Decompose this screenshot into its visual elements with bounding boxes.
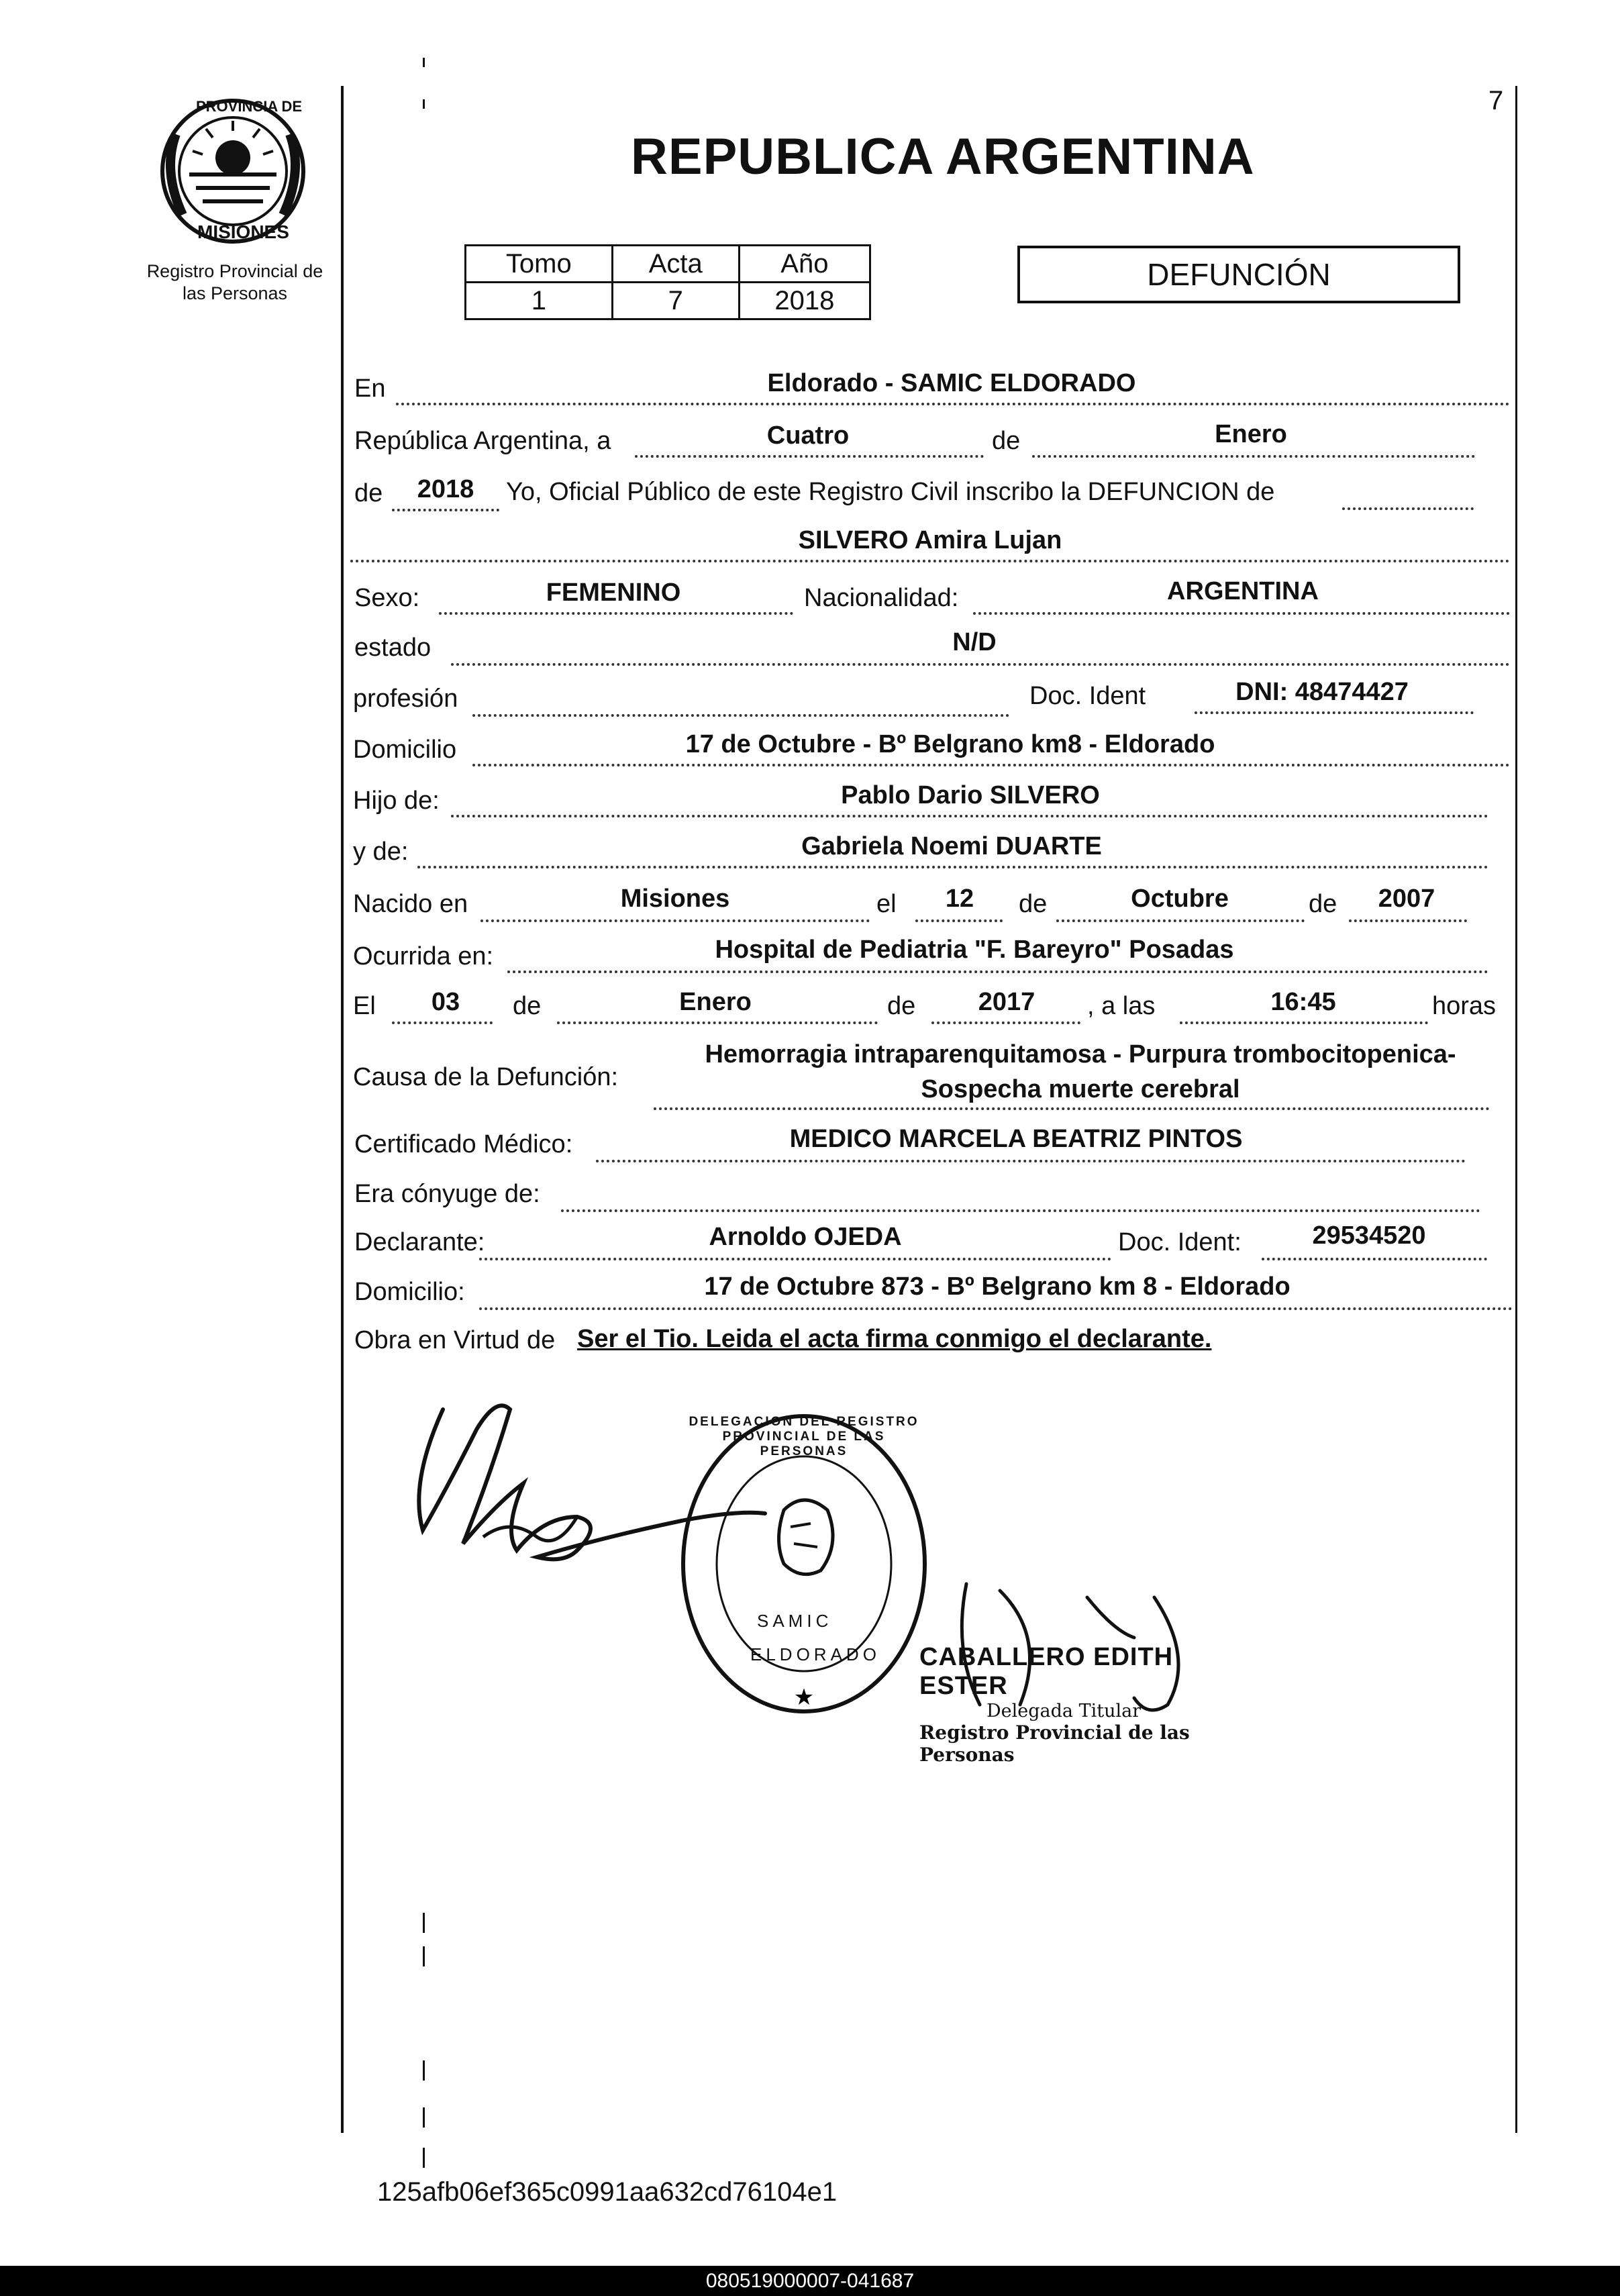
sex-underline — [439, 612, 793, 615]
label-de-birth-month: de — [1019, 890, 1048, 918]
declarant-value: Arnoldo OJEDA — [709, 1223, 902, 1251]
province-seal-logo — [156, 94, 310, 248]
death-time-value: 16:45 — [1270, 988, 1336, 1016]
label-el: el — [876, 890, 897, 918]
label-en: En — [354, 375, 386, 403]
birth-month-underline — [1056, 919, 1305, 922]
death-day-value: 03 — [431, 988, 460, 1016]
label-estado: estado — [354, 634, 432, 662]
father-value: Pablo Dario SILVERO — [841, 781, 1100, 809]
label-de-death-month: de — [513, 992, 542, 1020]
civil-status-value: N/D — [952, 628, 997, 656]
month-value: Enero — [1215, 420, 1287, 448]
death-day-underline — [392, 1021, 493, 1024]
mother-value: Gabriela Noemi DUARTE — [801, 832, 1102, 860]
death-year-underline — [931, 1021, 1080, 1024]
footer-code: 080519000007-041687 — [705, 2270, 915, 2292]
volume-value-cell: 2018 — [739, 283, 870, 319]
stamp-inner-text: SAMIC — [757, 1611, 833, 1631]
dni-underline — [1195, 711, 1474, 714]
document-type-box — [1017, 246, 1460, 303]
volume-table-header-row — [466, 246, 870, 283]
svg-text:★: ★ — [793, 1684, 815, 1711]
scan-mark — [423, 2148, 425, 2168]
official-role: Delegada Titular — [986, 1701, 1142, 1721]
volume-header-cell: Año — [739, 246, 870, 283]
cause-underline — [654, 1107, 1490, 1110]
sex-value: FEMENINO — [546, 579, 681, 607]
label-doc-ident-declarant: Doc. Ident: — [1118, 1228, 1242, 1256]
seal-text-top: PROVINCIA DE — [196, 98, 303, 115]
volume-header-cell: Tomo — [466, 246, 613, 283]
volume-table-value-row — [466, 283, 870, 319]
page-title: REPUBLICA ARGENTINA — [631, 128, 1255, 185]
death-month-underline — [557, 1021, 878, 1024]
label-obra: Obra en Virtud de — [354, 1326, 556, 1354]
document-type-label: DEFUNCIÓN — [1147, 257, 1331, 292]
official-stamp — [676, 1409, 931, 1718]
registry-caption-line2: las Personas — [182, 283, 288, 303]
label-de-death-year: de — [887, 992, 916, 1020]
label-domicilio-declarant: Domicilio: — [354, 1278, 465, 1306]
year-underline — [392, 509, 499, 511]
registry-caption — [128, 260, 342, 305]
cause-line1-value: Hemorragia intraparenquitamosa - Purpura trombocitopenica- — [705, 1040, 1456, 1068]
address-value: 17 de Octubre - Bº Belgrano km8 - Eldorado — [685, 730, 1215, 758]
death-place-value: Hospital de Pediatria "F. Bareyro" Posadas — [715, 936, 1234, 964]
label-profesion: profesión — [353, 685, 458, 713]
birth-month-value: Octubre — [1131, 885, 1229, 913]
scan-mark — [423, 1913, 425, 1933]
scan-mark — [423, 99, 425, 109]
label-republica: República Argentina, a — [354, 427, 611, 455]
label-de-year: de — [354, 479, 383, 507]
declarant-doc-underline — [1262, 1258, 1487, 1260]
declarant-address-value: 17 de Octubre 873 - Bº Belgrano km 8 - Eldorado — [704, 1272, 1290, 1301]
stamp-bottom-text: ELDORADO — [750, 1644, 880, 1664]
label-yo-text: Yo, Oficial Público de este Registro Civil inscribo la DEFUNCION de — [506, 478, 1275, 506]
volume-header-cell: Acta — [612, 246, 739, 283]
father-underline — [451, 815, 1488, 817]
scan-mark — [423, 2107, 425, 2128]
dni-value: DNI: 48474427 — [1235, 678, 1409, 706]
declarant-doc-value: 29534520 — [1312, 1221, 1426, 1250]
label-declarante: Declarante: — [354, 1228, 485, 1256]
virtue-value: Ser el Tio. Leida el acta firma conmigo el declarante. — [577, 1325, 1212, 1353]
deceased-name-value: SILVERO Amira Lujan — [798, 526, 1062, 554]
seal-text-bottom: MISIONES — [197, 221, 289, 242]
right-margin-line — [1515, 86, 1517, 2133]
birth-day-underline — [915, 919, 1003, 922]
month-underline — [1032, 455, 1475, 458]
declarant-underline — [479, 1258, 1111, 1260]
label-nacido-en: Nacido en — [353, 890, 468, 918]
address-underline — [472, 764, 1510, 766]
medical-certificate-value: MEDICO MARCELA BEATRIZ PINTOS — [789, 1125, 1243, 1153]
birth-place-value: Misiones — [620, 885, 730, 913]
scan-mark — [423, 1946, 425, 1966]
birth-day-value: 12 — [945, 885, 974, 913]
label-certificado: Certificado Médico: — [354, 1130, 573, 1158]
volume-table — [464, 244, 871, 320]
medical-certificate-underline — [596, 1160, 1466, 1162]
label-y-de: y de: — [353, 838, 409, 866]
footer-bar — [0, 2266, 1620, 2296]
label-hijo-de: Hijo de: — [353, 787, 440, 815]
place-value: Eldorado - SAMIC ELDORADO — [767, 369, 1136, 397]
yo-text-underline — [1342, 507, 1474, 510]
label-doc-ident: Doc. Ident — [1029, 682, 1146, 710]
volume-value-cell: 1 — [466, 283, 613, 319]
year-value: 2018 — [417, 475, 474, 503]
mother-underline — [417, 866, 1488, 868]
spouse-underline — [561, 1209, 1480, 1212]
label-nacionalidad: Nacionalidad: — [804, 584, 959, 612]
death-place-underline — [507, 970, 1488, 973]
document-hash: 125afb06ef365c0991aa632cd76104e1 — [377, 2177, 838, 2207]
declarant-address-underline — [479, 1307, 1513, 1310]
label-de-birth-year: de — [1309, 890, 1337, 918]
profession-underline — [472, 714, 1009, 717]
official-name-stamp — [919, 1643, 1268, 1766]
civil-status-underline — [451, 663, 1510, 666]
birth-year-underline — [1349, 919, 1467, 922]
deceased-name-underline — [350, 560, 1510, 562]
scan-mark — [423, 2060, 425, 2081]
volume-value-cell: 7 — [612, 283, 739, 319]
place-underline — [396, 403, 1510, 405]
official-registry: Registro Provincial de las Personas — [919, 1721, 1190, 1766]
birth-place-underline — [480, 919, 870, 922]
page-number: 7 — [1488, 86, 1504, 115]
label-conyuge: Era cónyuge de: — [354, 1180, 540, 1208]
birth-year-value: 2007 — [1378, 885, 1435, 913]
death-year-value: 2017 — [978, 988, 1035, 1016]
day-words-value: Cuatro — [766, 421, 850, 450]
day-underline — [635, 455, 984, 458]
label-sexo: Sexo: — [354, 584, 420, 612]
official-name: CABALLERO EDITH ESTER — [919, 1643, 1174, 1700]
nationality-value: ARGENTINA — [1167, 577, 1319, 605]
label-horas: horas — [1432, 992, 1497, 1020]
death-month-value: Enero — [679, 988, 752, 1016]
label-de: de — [992, 427, 1021, 455]
stamp-ring-text: DELEGACION DEL REGISTRO PROVINCIAL DE LAS PERSONAS — [689, 1415, 919, 1458]
cause-line2-value: Sospecha muerte cerebral — [921, 1075, 1240, 1103]
registry-caption-line1: Registro Provincial de — [146, 261, 323, 281]
death-time-underline — [1180, 1021, 1428, 1024]
nationality-underline — [973, 612, 1510, 615]
label-ocurrida-en: Ocurrida en: — [353, 942, 494, 970]
left-margin-line — [341, 86, 344, 2133]
label-a-las: , a las — [1087, 992, 1156, 1020]
scan-mark — [423, 58, 425, 67]
label-domicilio: Domicilio — [353, 736, 457, 764]
label-causa: Causa de la Defunción: — [353, 1063, 619, 1091]
label-el-cap: El — [353, 992, 376, 1020]
